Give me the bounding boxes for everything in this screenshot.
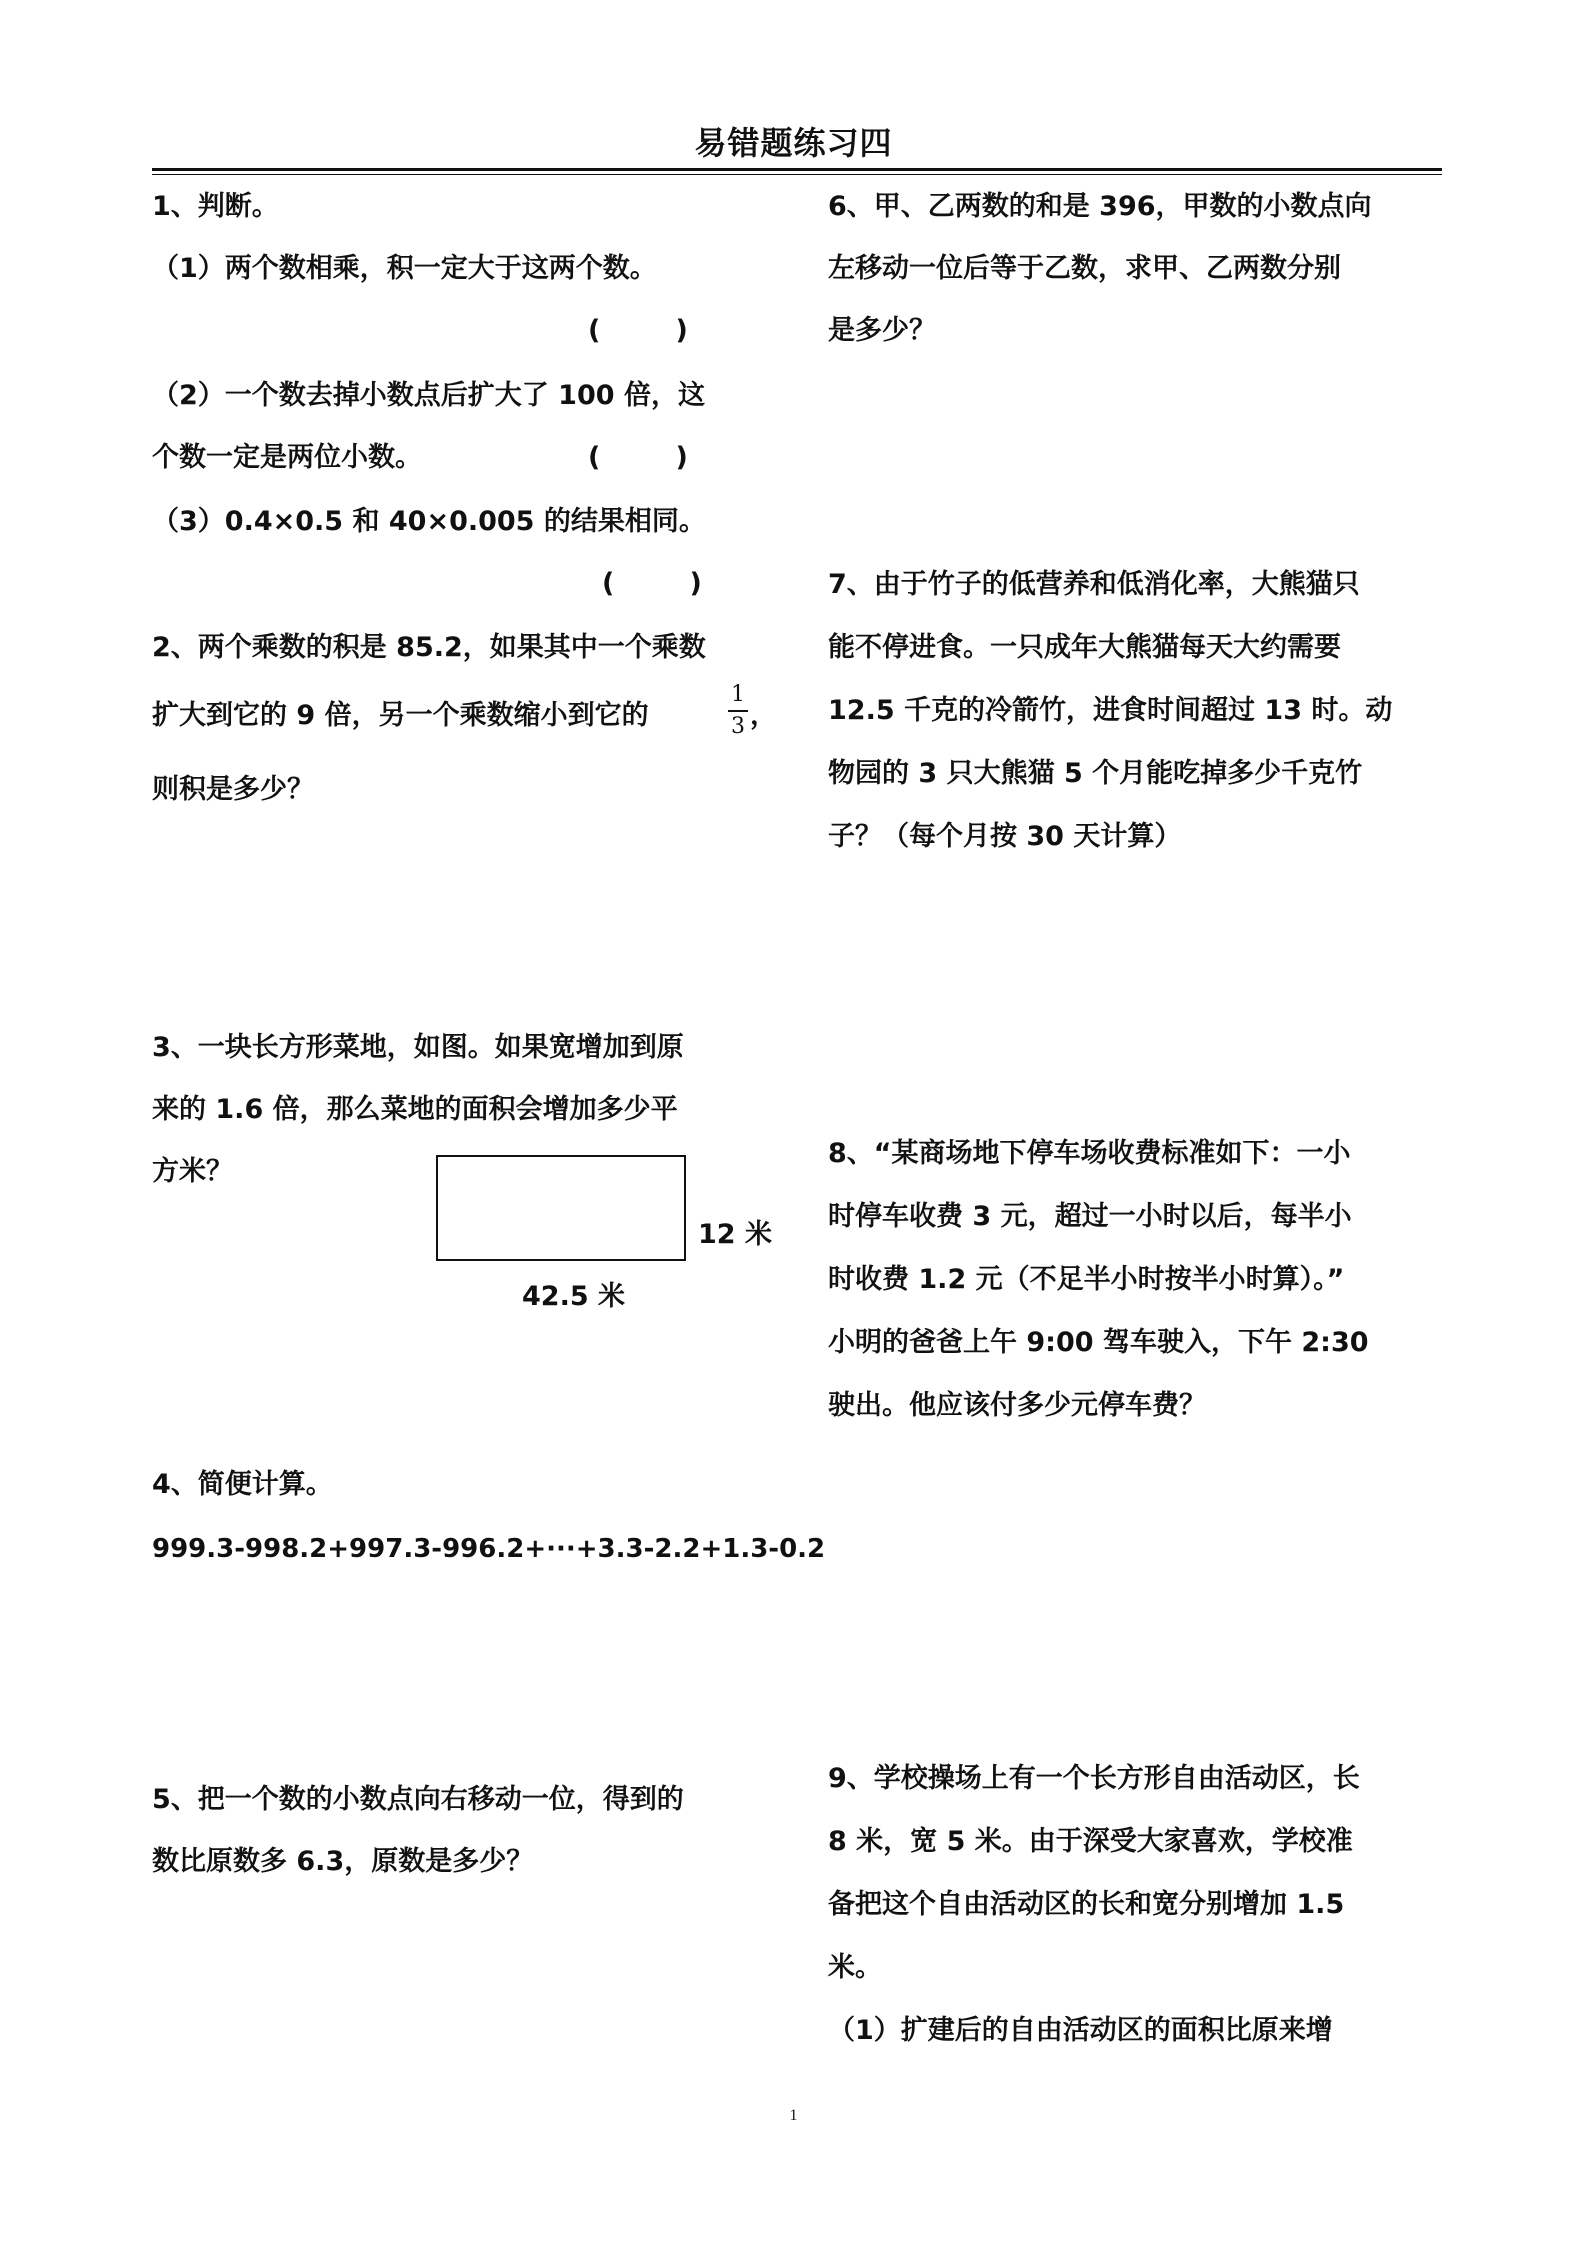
q9-line5: （1）扩建后的自由活动区的面积比原来增 [828, 2015, 1333, 2046]
q7-line1: 7、由于竹子的低营养和低消化率，大熊猫只 [828, 569, 1360, 600]
q7-line2: 能不停进食。一只成年大熊猫每天大约需要 [828, 632, 1341, 663]
title-rule-thin [152, 174, 1442, 175]
q3-line1: 3、一块长方形菜地，如图。如果宽增加到原 [152, 1032, 684, 1063]
q3-line2: 来的 1.6 倍，那么菜地的面积会增加多少平 [152, 1094, 678, 1125]
q7-line3: 12.5 千克的冷箭竹，进食时间超过 13 时。动 [828, 695, 1393, 726]
page-number: 1 [789, 2107, 798, 2124]
q7-line5: 子？（每个月按 30 天计算） [828, 821, 1182, 852]
q5-line1: 5、把一个数的小数点向右移动一位，得到的 [152, 1784, 684, 1815]
q1-statement-1: （1）两个数相乘，积一定大于这两个数。 [152, 253, 657, 284]
q4-heading: 4、简便计算。 [152, 1469, 333, 1500]
fraction-bar [728, 710, 748, 712]
q1-statement-2-line2: 个数一定是两位小数。 [152, 442, 422, 473]
title-rule-thick [152, 168, 1442, 171]
fraction-numerator: 1 [731, 682, 745, 707]
q9-line3: 备把这个自由活动区的长和宽分别增加 1.5 [828, 1889, 1345, 1920]
q6-line1: 6、甲、乙两数的和是 396，甲数的小数点向 [828, 191, 1372, 222]
q2-line2: 扩大到它的 9 倍，另一个乘数缩小到它的 [152, 700, 649, 731]
q1-answer-blank-1[interactable]: ( ) [588, 315, 688, 346]
q1-statement-2-line1: （2）一个数去掉小数点后扩大了 100 倍，这 [152, 380, 705, 411]
q9-line1: 9、学校操场上有一个长方形自由活动区，长 [828, 1763, 1360, 1794]
q1-answer-blank-2[interactable]: ( ) [588, 442, 688, 473]
q9-line2: 8 米，宽 5 米。由于深受大家喜欢，学校准 [828, 1826, 1353, 1857]
page-title: 易错题练习四 [694, 124, 893, 162]
q2-line2-comma: ， [750, 700, 777, 731]
q8-line3: 时收费 1.2 元（不足半小时按半小时算）。” [828, 1264, 1345, 1295]
q9-line4: 米。 [828, 1952, 882, 1983]
vegetable-plot-rectangle [436, 1155, 686, 1261]
q1-heading: 1、判断。 [152, 191, 279, 222]
q3-width-label: 12 米 [698, 1219, 772, 1250]
q8-line1: 8、“某商场地下停车场收费标准如下：一小 [828, 1138, 1351, 1169]
q3-line3: 方米？ [152, 1156, 233, 1187]
q7-line4: 物园的 3 只大熊猫 5 个月能吃掉多少千克竹 [828, 758, 1363, 789]
q8-line5: 驶出。他应该付多少元停车费？ [828, 1390, 1206, 1421]
q6-line2: 左移动一位后等于乙数，求甲、乙两数分别 [828, 253, 1341, 284]
q2-line3: 则积是多少？ [152, 774, 314, 805]
q4-expression: 999.3-998.2+997.3-996.2+···+3.3-2.2+1.3-0.2 [152, 1534, 826, 1564]
q8-line2: 时停车收费 3 元，超过一小时以后，每半小 [828, 1201, 1352, 1232]
q5-line2: 数比原数多 6.3，原数是多少？ [152, 1846, 534, 1877]
q1-answer-blank-3[interactable]: ( ) [602, 568, 702, 599]
q1-statement-3: （3）0.4×0.5 和 40×0.005 的结果相同。 [152, 506, 706, 537]
q8-line4: 小明的爸爸上午 9:00 驾车驶入，下午 2:30 [828, 1327, 1369, 1358]
q6-line3: 是多少？ [828, 315, 936, 346]
fraction-one-third [728, 684, 748, 738]
fraction-denominator: 3 [731, 714, 745, 739]
q3-length-label: 42.5 米 [522, 1281, 626, 1312]
q2-line1: 2、两个乘数的积是 85.2，如果其中一个乘数 [152, 632, 706, 663]
